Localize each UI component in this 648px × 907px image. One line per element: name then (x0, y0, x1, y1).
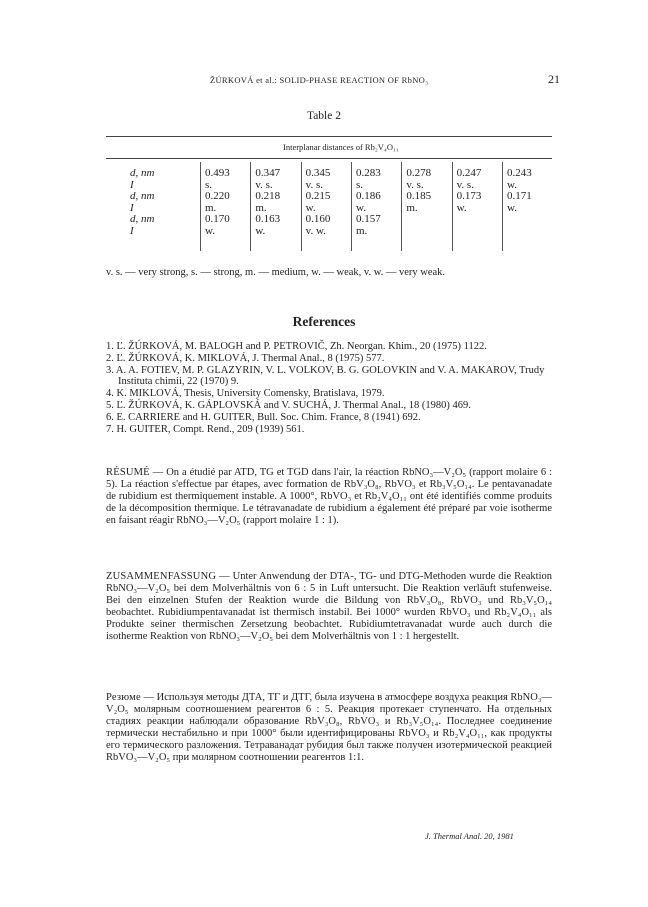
table-cell (452, 237, 502, 251)
table-cell: s. (351, 180, 401, 192)
table-row (106, 214, 552, 226)
table-cell: 0.243 (502, 162, 552, 180)
table-title: Table 2 (306, 110, 341, 122)
table-cell: s. (201, 180, 251, 192)
reference-item: 2. Ľ. ŽÚRKOVÁ, K. MIKLOVÁ, J. Thermal Anal., 8 (1975) 577. (106, 352, 385, 364)
table-cell: v. w. (301, 226, 351, 238)
abstract-text: — Используя методы ДТА, ТГ и ДТГ, была изучена в атмосфере воздуха реакция RbNO₃—V₂O₅ молярным соотношением реагентов 6 : 5. Реакция протекает ступенчато. На отдельных стадиях реакции наблюдали образование RbV₃O₈, RbVO₃ и Rb₃V₅O₁₄. Последнее соединение термически нестабильно и при 1000° были идентифицированы RbVO₃ и Rb₂V₄O₁₁, как продукты его термического разложения. Тетраванадат рубидия был также получен изотермической реакцией RbVO₃—V₂O₅ при молярном соотношении реагентов 1:1. (106, 692, 552, 763)
table-cell: 0.220 (201, 191, 251, 203)
table-cell: 0.170 (201, 214, 251, 226)
table-cell: v. s. (452, 180, 502, 192)
row-label: I (130, 178, 134, 191)
data-table (106, 136, 552, 251)
table-cell: m. (251, 203, 301, 215)
table-cell (452, 214, 502, 226)
table-cell: w. (502, 203, 552, 215)
table-cell: w. (351, 203, 401, 215)
table-legend: v. s. — very strong, s. — strong, m. — medium, w. — weak, v. w. — very weak. (106, 267, 446, 278)
table-cell: 0.173 (452, 191, 502, 203)
table-cell: 0.493 (201, 162, 251, 180)
row-label: I (130, 224, 134, 237)
table-cell: m. (201, 203, 251, 215)
reference-item: 5. Ľ. ŽÚRKOVÁ, K. GÁPLOVSKÁ and V. SUCHÁ, J. Thermal Anal., 18 (1980) 469. (106, 399, 471, 411)
table-cell: w. (251, 226, 301, 238)
table-cell (106, 237, 201, 251)
table-cell: m. (402, 203, 452, 215)
table-cell: 0.278 (402, 162, 452, 180)
table-cell: 0.247 (452, 162, 502, 180)
table-cell (452, 226, 502, 238)
abstract-russian (106, 692, 552, 763)
table-cell: w. (201, 226, 251, 238)
abstract-text: — Unter Anwendung der DTA-, TG- und DTG-Methoden wurde die Reaktion RbNO₃—V₂O₅ bei dem Molverhältnis von 6 : 5 in Luft untersucht. Die Reaktion verläuft stufenweise. Bei den einzelnen Stufen der Reaktion wurde die Bildung von RbV₃O₈, RbVO₃ und Rb₃V₅O₁₄ beobachtet. Rubidiumpentavanadat ist thermisch instabil. Bei 1000° wurden RbVO₃ und Rb₂V₄O₁₁ als Produkte seiner thermischen Zersetzung beobachtet. Rubidiumtetravanadat wurde auch durch die isotherme Reaktion von RbNO₃—V₂O₅ bei dem Molverhältnis von 1 : 1 hergestellt. (106, 571, 553, 642)
journal-footer: J. Thermal Anal. 20, 1981 (425, 831, 514, 841)
table-cell: w. (452, 203, 502, 215)
table-cell (402, 226, 452, 238)
table-cell: v. s. (402, 180, 452, 192)
table-cell: 0.163 (251, 214, 301, 226)
table-cell (502, 237, 552, 251)
table-row (106, 226, 552, 238)
table-cell: 0.215 (301, 191, 351, 203)
abstract-french (106, 467, 552, 527)
table-cell (301, 237, 351, 251)
table-cell: 0.185 (402, 191, 452, 203)
references-heading: References (292, 314, 356, 329)
table-cell (502, 226, 552, 238)
table-cell: 0.347 (251, 162, 301, 180)
table-cell: 0.160 (301, 214, 351, 226)
table-cell: 0.171 (502, 191, 552, 203)
table-cell: v. s. (301, 180, 351, 192)
table-header-rule (106, 158, 552, 159)
table-cell: w. (301, 203, 351, 215)
table-cell: 0.218 (251, 191, 301, 203)
table-cell: w. (502, 180, 552, 192)
running-head: ŽÚRKOVÁ et al.: SOLID-PHASE REACTION OF RbNO₃ (210, 75, 429, 85)
abstract-heading: RÉSUMÉ (106, 467, 150, 478)
table-spacer-row (106, 237, 552, 251)
table-cell (251, 237, 301, 251)
table-row (106, 162, 552, 180)
references-list (106, 341, 566, 435)
table-cell (402, 237, 452, 251)
page-number: 21 (548, 72, 560, 86)
row-label: d, nm (130, 213, 155, 225)
abstract-text: — On a étudié par ATD, TG et TGD dans l'air, la réaction RbNO₃—V₂O₅ (rapport molaire 6 : 5). La réaction s'effectue par étapes, avec formation de RbV₃O₈, RbVO₃ et Rb₃V₅O₁₄. Le pentavanadate de rubidium est thermiquement instable. A 1000°, RbVO₃ et Rb₂V₄O₁₁ ont été identifiés comme produits de la décomposition thermique. Le tétravanadate de rubidium a également été préparé par voie isotherme en faisant réagir RbNO₃—V₂O₅ (rapport molaire 1 : 1). (106, 467, 552, 526)
reference-item: 7. H. GUITER, Compt. Rend., 209 (1939) 561. (106, 423, 305, 435)
table-cell: 0.186 (351, 191, 401, 203)
distances-table (106, 162, 552, 251)
table-cell (351, 237, 401, 251)
reference-item: 1. Ľ. ŽÚRKOVÁ, M. BALOGH and P. PETROVIČ, Zh. Neorgan. Khim., 20 (1975) 1122. (106, 341, 487, 352)
table-cell (201, 237, 251, 251)
row-label: I (130, 201, 134, 214)
reference-item: 6. E. CARRIERE and H. GUITER, Bull. Soc. Chim. France, 8 (1941) 692. (106, 411, 421, 423)
table-cell: v. s. (251, 180, 301, 192)
abstract-heading: Резюме (106, 692, 141, 703)
abstract-heading: ZUSAMMENFASSUNG (106, 571, 217, 582)
table-cell: 0.157 (351, 214, 401, 226)
reference-item: 3. A. A. FOTIEV, M. P. GLAZYRIN, V. L. VOLKOV, B. G. GOLOVKIN and V. A. MAKAROV, Trudy Instituta chimii, 22 (1970) 9. (106, 364, 545, 388)
table-caption: Interplanar distances of Rb₂V₄O₁₁ (283, 142, 399, 152)
abstract-german (106, 571, 552, 642)
table-cell: m. (351, 226, 401, 238)
table-cell (502, 214, 552, 226)
row-label: d, nm (130, 190, 155, 202)
table-cell: 0.345 (301, 162, 351, 180)
reference-item: 4. K. MIKLOVÁ, Thesis, University Comensky, Bratislava, 1979. (106, 388, 385, 400)
row-label: d, nm (130, 167, 155, 179)
table-cell (402, 214, 452, 226)
table-row (106, 191, 552, 203)
table-cell: 0.283 (351, 162, 401, 180)
